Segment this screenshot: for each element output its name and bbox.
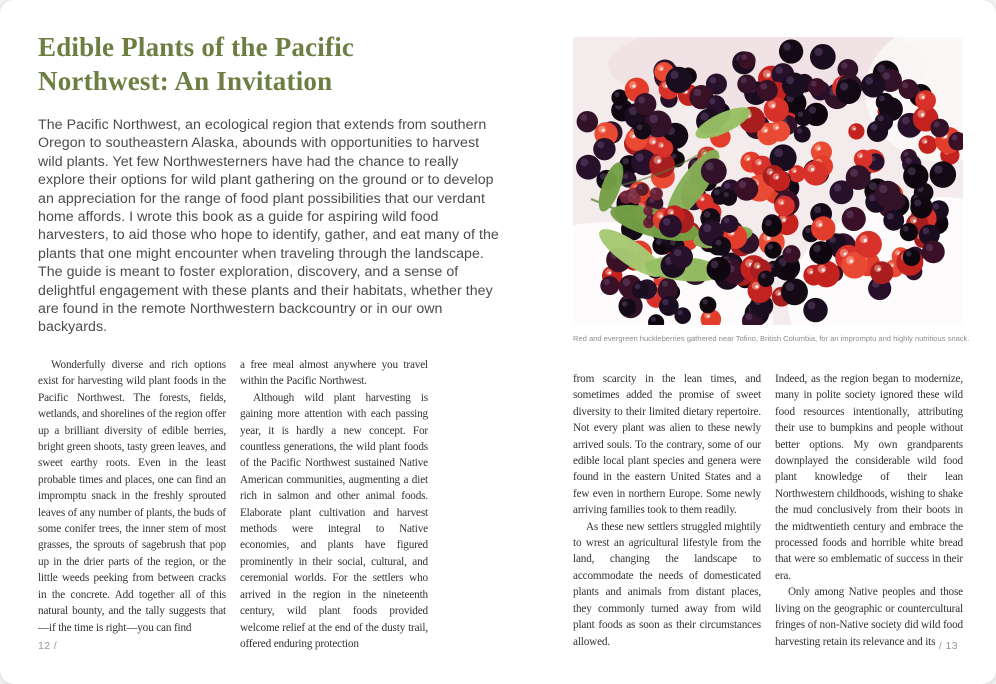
left-page-columns bbox=[38, 357, 428, 652]
chapter-title: Edible Plants of the Pacific Northwest: An Invitation bbox=[38, 32, 355, 96]
left-page-column-1 bbox=[38, 357, 226, 652]
left-page-column-2 bbox=[240, 357, 428, 652]
body-paragraph: Only among Native peoples and those living on the geographic or countercultural fringes of non-Native society did wild food harvesting retain its relevance and its bbox=[775, 586, 963, 648]
body-paragraph: Although wild plant harvesting is gaining more attention with each passing year, it is hardly a new concept. For countless generations, the wild plant foods of the Pacific Northwest sustained Native American communities, augmenting a diet rich in salmon and other animal foods. Elaborate plant cultivation and harvest methods were integral to Native economies, and plants have figured prominently in their social, cultural, and ceremonial worlds. For the settlers who arrived in the region in the nineteenth century, wild plant foods provided welcome relief at the end of the dusty trail, offered enduring protection bbox=[240, 391, 428, 650]
page-number-left: 12 / bbox=[38, 640, 58, 652]
body-paragraph: from scarcity in the lean times, and sometimes added the promise of sweet diversity to their limited dietary repertoire. Not every plant was alien to these newly arrived souls. To the contrary, some of our edible local plant species and genera were found in the eastern United States and a few even in northern Europe. Some newly arriving families took to them readily. bbox=[573, 373, 761, 517]
right-page-column-1 bbox=[573, 371, 761, 650]
huckleberries-photo bbox=[573, 37, 963, 325]
body-paragraph: Wonderfully diverse and rich options exist for harvesting wild plant foods in the Pacific Northwest. The forests, fields, wetlands, and shorelines of the region offer up a brilliant diversity of edible berries, bright green shoots, tasty green leaves, and sweet earthy roots. Even in the least probable times and places, one can find an impromptu snack in the freshly sprouted leaves of any number of plants, the buds of some conifer trees, the inner stem of most grasses, the sprouts of sagebrush that pop up in the drier parts of the region, or the little weeds peeking from between cracks in the concrete. Add together all of this natural bounty, and the tally suggests that—if the time is right—you can find bbox=[38, 359, 226, 634]
page-number-right: / 13 bbox=[938, 640, 958, 652]
body-paragraph: As these new settlers struggled mightily to wrest an agricultural lifestyle from the land, changing the landscape to accommodate the needs of domesticated plants and animals from distant places, they commonly turned away from wild plant foods as soon as their circumstances allowed. bbox=[573, 520, 761, 648]
photo-caption: Red and evergreen huckleberries gathered near Tofino, British Columbia, for an impromptu and highly nutritious snack. bbox=[573, 334, 970, 343]
huckleberries-photo-figure bbox=[573, 37, 963, 325]
intro-paragraph: The Pacific Northwest, an ecological region that extends from southern Oregon to southeastern Alaska, abounds with opportunities to harvest wild plants. Yet few Northwesterners have had the chance to really explore their options for wild plant gathering on the ground or to develop an appreciation for the range of food plant possibilities that our verdant home affords. I wrote this book as a guide for aspiring wild food harvesters, to aid those who hope to identify, gather, and eat many of the plants that one might encounter when traveling through the landscape. The guide is meant to foster exploration, discovery, and a sense of delightful engagement with these plants and their habitats, whether they are found in the remote Northwestern backcountry or in our own backyards. bbox=[38, 117, 499, 336]
body-paragraph: a free meal almost anywhere you travel within the Pacific Northwest. bbox=[240, 359, 428, 388]
right-page-columns bbox=[573, 371, 963, 650]
right-page-column-2 bbox=[775, 371, 963, 650]
body-paragraph: Indeed, as the region began to modernize, many in polite society ignored these wild food resources intentionally, attributing their use to bumpkins and people without better options. My own grandparents downplayed the considerable wild food plant knowledge of their lean Northwestern childhoods, wishing to shake the mud conclusively from their boots in the midtwentieth century and embrace the processed foods and horrible white bread that were so emblematic of success in their era. bbox=[775, 373, 963, 582]
